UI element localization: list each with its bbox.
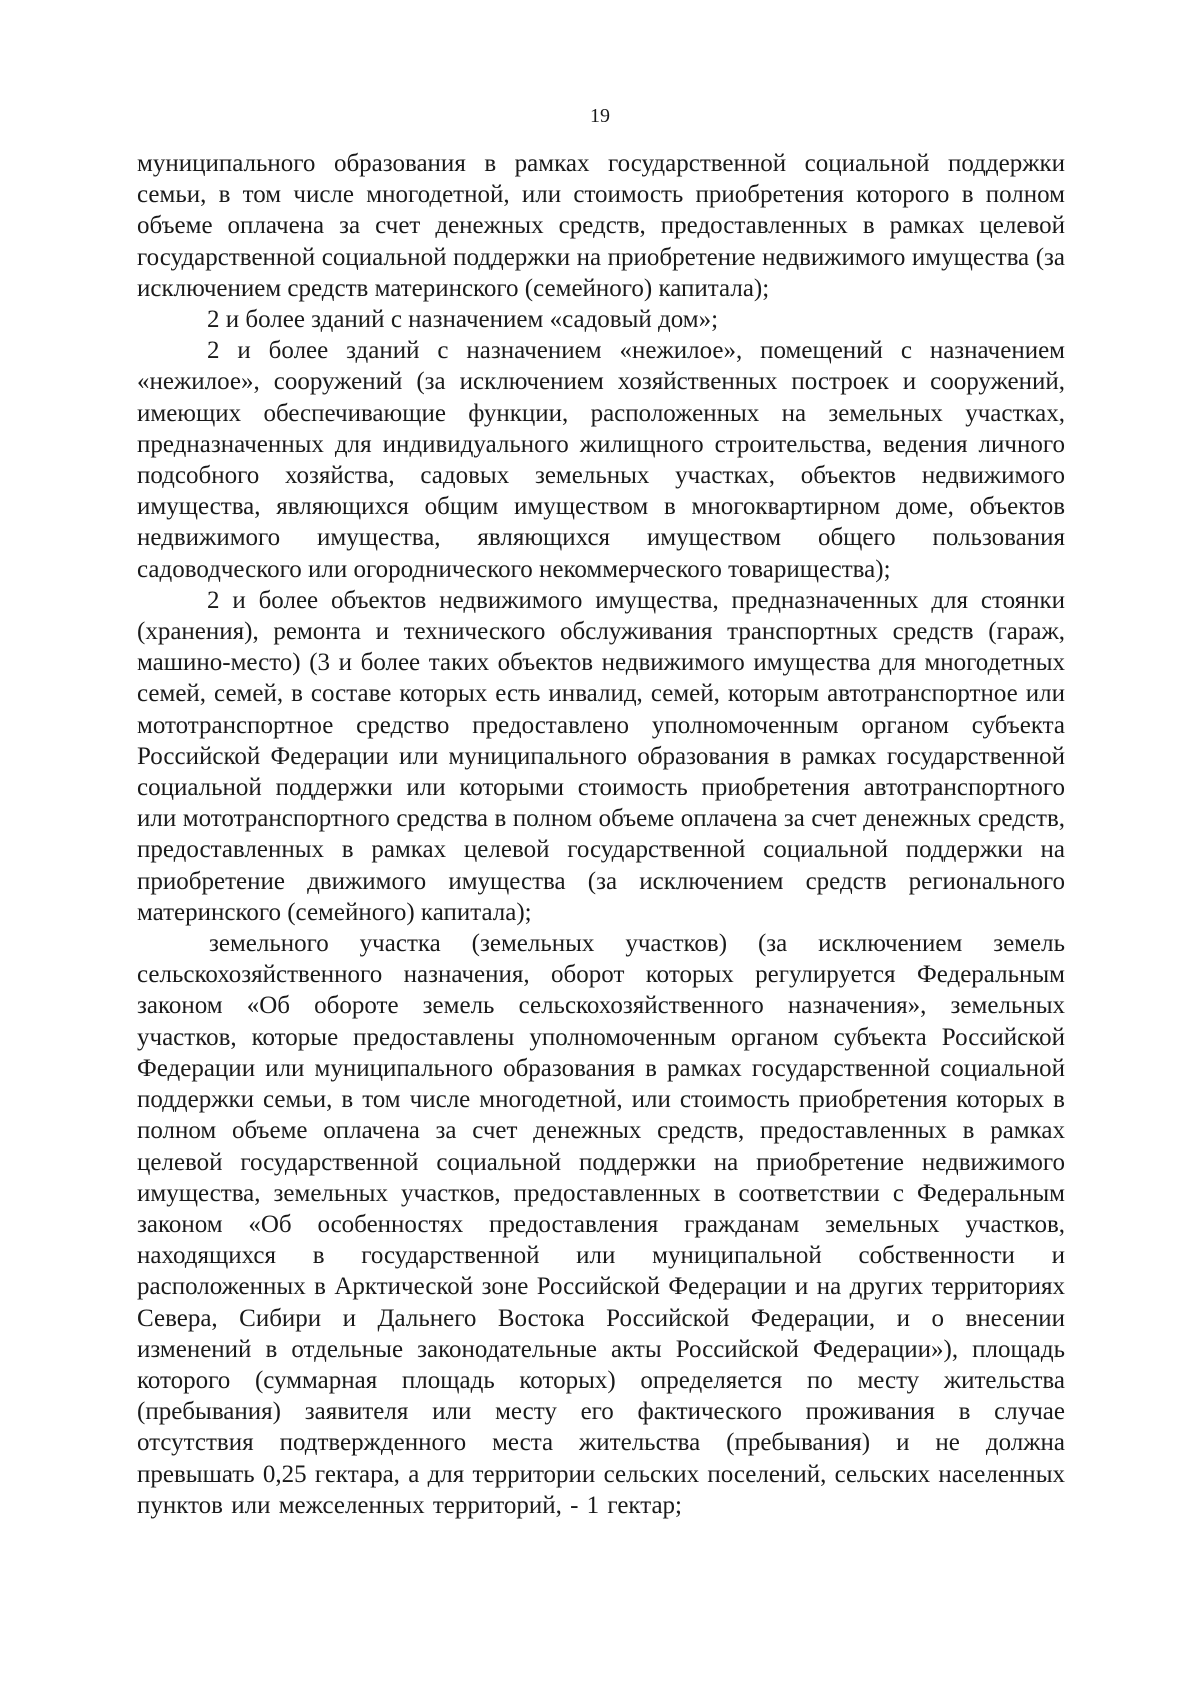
paragraph-land-plots: земельного участка (земельных участков) (за исключением земель сельскохозяйственного назначения, оборот которых регулируется Федеральным законом «Об обороте земель сельскохозяйственного назначения», земельных участков, которые предоставлены уполномоченным органом субъекта Российской Федерации или муниципального образования в рамках государственной социальной поддержки семьи, в том числе многодетной, или стоимость приобретения которых в полном объеме оплачена за счет денежных средств, предоставленных в рамках целевой государственной социальной поддержки на приобретение недвижимого имущества, земельных участков, предоставленных в соответствии с Федеральным законом «Об особенностях предоставления гражданам земельных участков, находящихся в государственной или муниципальной собственности и расположенных в Арктической зоне Российской Федерации и на других территориях Севера, Сибири и Дальнего Востока Российской Федерации, и о внесении изменений в отдельные законодательные акты Российской Федерации»), площадь которого (суммарная площадь которых) определяется по месту жительства (пребывания) заявителя или месту его фактического проживания в случае отсутствия подтвержденного места жительства (пребывания) и не должна превышать 0,25 гектара, а для территории сельских поселений, сельских населенных пунктов или межселенных территорий, - 1 гектар; bbox=[137, 930, 1065, 1519]
paragraph-garden-houses: 2 и более зданий с назначением «садовый дом»; bbox=[207, 306, 719, 334]
paragraph-continuation: муниципального образования в рамках государственной социальной поддержки семьи, в том числе многодетной, или стоимость приобретения которого в полном объеме оплачена за счет денежных средств, предоставленных в рамках целевой государственной социальной поддержки на приобретение недвижимого имущества (за исключением средств материнского (семейного) капитала); bbox=[137, 150, 1065, 302]
paragraph-non-residential-buildings: 2 и более зданий с назначением «нежилое», помещений с назначением «нежилое», сооружений (за исключением хозяйственных построек и сооружений, имеющих обеспечивающие функции, расположенных на земельных участках, предназначенных для индивидуального жилищного строительства, ведения личного подсобного хозяйства, садовых земельных участках, объектов недвижимого имущества, являющихся общим имуществом в многоквартирном доме, объектов недвижимого имущества, являющихся имуществом общего пользования садоводческого или огороднического некоммерческого товарищества); bbox=[137, 337, 1065, 583]
document-body bbox=[137, 148, 1065, 1521]
page-number: 19 bbox=[590, 105, 610, 127]
paragraph-parking-objects: 2 и более объектов недвижимого имущества, предназначенных для стоянки (хранения), ремонта и технического обслуживания транспортных средств (гараж, машино-место) (3 и более таких объектов недвижимого имущества для многодетных семей, семей, в составе которых есть инвалид, семей, которым автотранспортное или мототранспортное средство предоставлено уполномоченным органом субъекта Российской Федерации или муниципального образования в рамках государственной социальной поддержки или которыми стоимость приобретения автотранспортного или мототранспортного средства в полном объеме оплачена за счет денежных средств, предоставленных в рамках целевой государственной социальной поддержки на приобретение движимого имущества (за исключением средств регионального материнского (семейного) капитала); bbox=[137, 586, 1065, 926]
